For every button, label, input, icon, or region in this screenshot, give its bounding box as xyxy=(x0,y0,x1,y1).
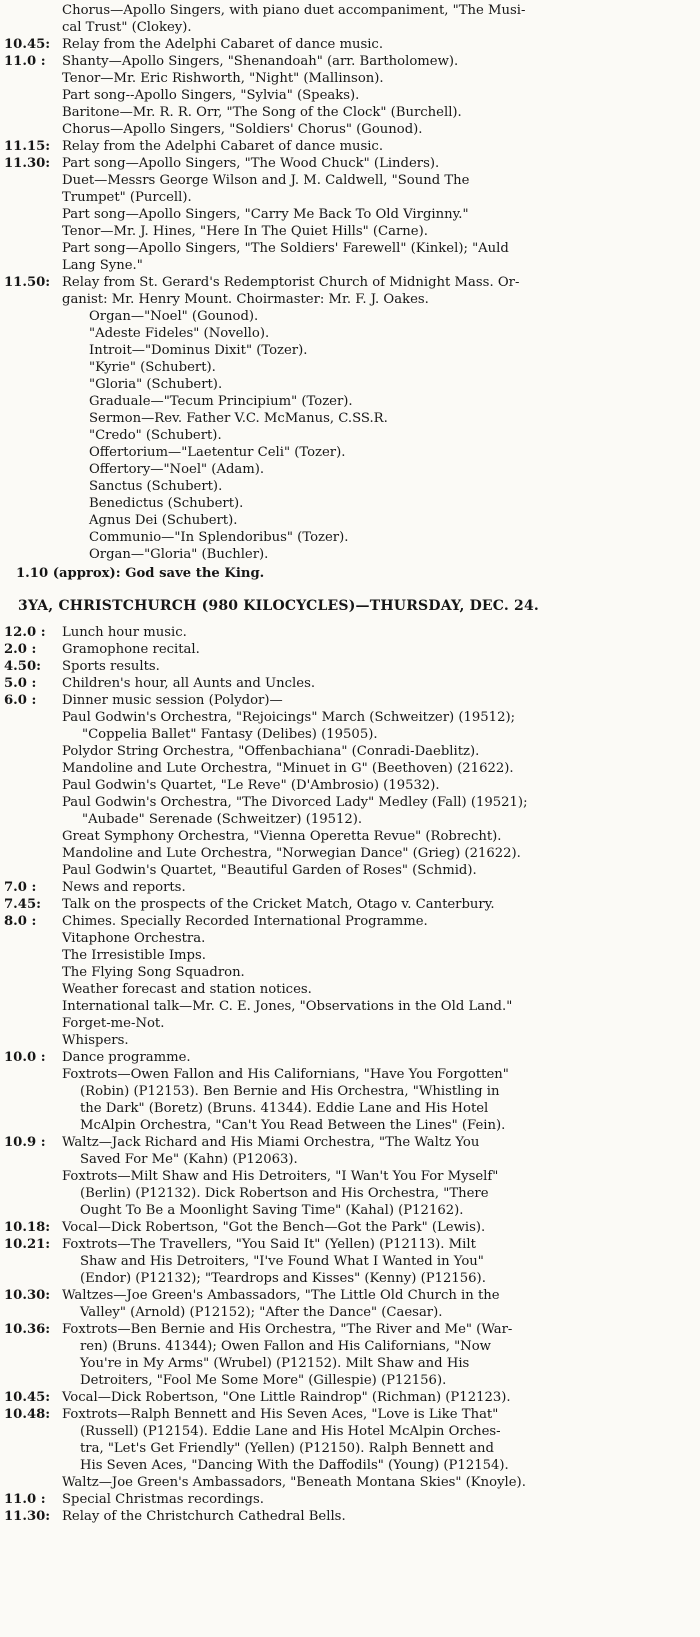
programme-item xyxy=(4,53,694,138)
time-label: 10.0 : xyxy=(4,1050,46,1065)
text-line: Part song—Apollo Singers, "The Soldiers' Farewell" (Kinkel); "Auld xyxy=(62,241,509,256)
mass-item xyxy=(4,478,694,495)
programme-item xyxy=(4,1236,694,1287)
programme-text xyxy=(62,641,694,658)
mass-item xyxy=(4,495,694,512)
dinner-item xyxy=(4,845,694,862)
mass-text: Organ—"Gloria" (Buchler). xyxy=(89,547,269,562)
text-line: Part song—Apollo Singers, "The Wood Chuck" (Linders). xyxy=(62,156,440,171)
time-label: 11.30: xyxy=(4,156,51,171)
text-line: Baritone—Mr. R. R. Orr, "The Song of the Clock" (Burchell). xyxy=(62,105,462,120)
text-line: Dance programme. xyxy=(62,1050,191,1065)
time-label: 10.9 : xyxy=(4,1135,46,1150)
closing-line xyxy=(4,565,694,582)
mass-text: "Kyrie" (Schubert). xyxy=(89,360,216,375)
time-label: 11.0 : xyxy=(4,54,46,69)
text-line: Detroiters, "Fool Me Some More" (Gillespie) (P12156). xyxy=(80,1373,447,1388)
time-label: 6.0 : xyxy=(4,693,37,708)
programme-text xyxy=(62,692,694,709)
text-line: Relay of the Christchurch Cathedral Bells. xyxy=(62,1509,346,1524)
text-line: the Dark" (Boretz) (Bruns. 41344). Eddie Lane and His Hotel xyxy=(80,1101,489,1116)
text-line: Tenor—Mr. Eric Rishworth, "Night" (Mallinson). xyxy=(62,71,384,86)
programme-text xyxy=(62,1389,694,1406)
text-line: Tenor—Mr. J. Hines, "Here In The Quiet Hills" (Carne). xyxy=(62,224,428,239)
dinner-text: Paul Godwin's Quartet, "Beautiful Garden of Roses" (Schmid). xyxy=(62,863,477,878)
text-line: McAlpin Orchestra, "Can't You Read Between the Lines" (Fein). xyxy=(80,1118,506,1133)
dinner-text: Paul Godwin's Quartet, "Le Reve" (D'Ambrosio) (19532). xyxy=(62,778,440,793)
dinner-text: Polydor String Orchestra, "Offenbachiana" (Conradi-Daeblitz). xyxy=(62,744,480,759)
programme-text xyxy=(62,624,694,641)
text-line: Chorus—Apollo Singers, "Soldiers' Chorus" (Gounod). xyxy=(62,122,423,137)
dinner-text: Paul Godwin's Orchestra, "Rejoicings" March (Schweitzer) (19512); xyxy=(62,710,516,725)
time-label xyxy=(4,1066,62,1134)
text-line: Foxtrots—Ralph Bennett and His Seven Aces, "Love is Like That" xyxy=(62,1407,499,1422)
time-label: 11.15: xyxy=(4,139,51,154)
mass-item xyxy=(4,376,694,393)
dinner-item xyxy=(4,743,694,760)
mass-item xyxy=(4,512,694,529)
dinner-item xyxy=(4,862,694,879)
text-line: Dinner music session (Polydor)— xyxy=(62,693,283,708)
mass-item xyxy=(4,461,694,478)
text-line: Weather forecast and station notices. xyxy=(62,982,312,997)
text-line: Foxtrots—Milt Shaw and His Detroiters, "I Wan't You For Myself" xyxy=(62,1169,499,1184)
programme-text xyxy=(62,274,694,308)
text-line: Saved For Me" (Kahn) (P12063). xyxy=(80,1152,298,1167)
programme-item xyxy=(4,624,694,641)
dinner-text: Paul Godwin's Orchestra, "The Divorced Lady" Medley (Fall) (19521); xyxy=(62,795,528,810)
programme-text xyxy=(62,1049,694,1066)
programme-item xyxy=(4,1066,694,1134)
text-line: Trumpet" (Purcell). xyxy=(62,190,192,205)
programme-text xyxy=(62,1134,694,1219)
text-line: Shanty—Apollo Singers, "Shenandoah" (arr. Bartholomew). xyxy=(62,54,459,69)
text-line: (Berlin) (P12132). Dick Robertson and His Orchestra, "There xyxy=(80,1186,489,1201)
mass-text: Sermon—Rev. Father V.C. McManus, C.SS.R. xyxy=(89,411,388,426)
time-label: 10.21: xyxy=(4,1237,51,1252)
text-line: Special Christmas recordings. xyxy=(62,1492,264,1507)
programme-item xyxy=(4,1321,694,1389)
text-line: Part song--Apollo Singers, "Sylvia" (Speaks). xyxy=(62,88,360,103)
text-line: News and reports. xyxy=(62,880,186,895)
programme-item xyxy=(4,641,694,658)
closing-text: 1.10 (approx): God save the King. xyxy=(16,566,265,581)
time-label: 10.45: xyxy=(4,37,51,52)
dinner-item xyxy=(4,811,694,828)
programme-item xyxy=(4,896,694,913)
programme-item xyxy=(4,274,694,308)
programme-item xyxy=(4,138,694,155)
dinner-text: "Aubade" Serenade (Schweitzer) (19512). xyxy=(82,812,363,827)
dinner-item xyxy=(4,760,694,777)
mass-text: "Adeste Fideles" (Novello). xyxy=(89,326,270,341)
time-label: 5.0 : xyxy=(4,676,37,691)
text-line: Relay from the Adelphi Cabaret of dance music. xyxy=(62,37,384,52)
text-line: Ought To Be a Moonlight Saving Time" (Kahal) (P12162). xyxy=(80,1203,464,1218)
text-line: Forget-me-Not. xyxy=(62,1016,165,1031)
text-line: Duet—Messrs George Wilson and J. M. Caldwell, "Sound The xyxy=(62,173,470,188)
time-label: 10.48: xyxy=(4,1407,51,1422)
text-line: Waltz—Joe Green's Ambassadors, "Beneath Montana Skies" (Knoyle). xyxy=(62,1475,526,1490)
text-line: International talk—Mr. C. E. Jones, "Observations in the Old Land." xyxy=(62,999,513,1014)
time-label: 11.30: xyxy=(4,1509,51,1524)
mass-text: Benedictus (Schubert). xyxy=(89,496,244,511)
programme-text xyxy=(62,1508,694,1525)
time-label: 4.50: xyxy=(4,659,41,674)
programme-item xyxy=(4,913,694,1049)
time-label: 7.0 : xyxy=(4,880,37,895)
mass-text: Communio—"In Splendoribus" (Tozer). xyxy=(89,530,349,545)
mass-item xyxy=(4,359,694,376)
text-line: Relay from the Adelphi Cabaret of dance music. xyxy=(62,139,384,154)
time-label: 10.45: xyxy=(4,1390,51,1405)
programme-item xyxy=(4,1219,694,1236)
programme-text xyxy=(62,1066,694,1134)
time-label: 10.18: xyxy=(4,1220,51,1235)
programme-text xyxy=(62,53,694,138)
programme-item xyxy=(4,1508,694,1525)
dinner-text: Mandoline and Lute Orchestra, "Minuet in G" (Beethoven) (21622). xyxy=(62,761,514,776)
text-line: You're in My Arms" (Wrubel) (P12152). Milt Shaw and His xyxy=(80,1356,470,1371)
mass-item xyxy=(4,427,694,444)
mass-text: "Credo" (Schubert). xyxy=(89,428,222,443)
mass-text: Agnus Dei (Schubert). xyxy=(89,513,238,528)
mass-item xyxy=(4,529,694,546)
text-line: Children's hour, all Aunts and Uncles. xyxy=(62,676,316,691)
time-label: 10.36: xyxy=(4,1322,51,1337)
mass-text: "Gloria" (Schubert). xyxy=(89,377,223,392)
text-line: Waltz—Jack Richard and His Miami Orchestra, "The Waltz You xyxy=(62,1135,480,1150)
programme-text xyxy=(62,675,694,692)
programme-item xyxy=(4,879,694,896)
dance-programme xyxy=(4,1066,694,1525)
mass-item xyxy=(4,546,694,563)
time-label: 2.0 : xyxy=(4,642,37,657)
programme-text xyxy=(62,1287,694,1321)
text-line: Chorus—Apollo Singers, with piano duet accompaniment, "The Musi- xyxy=(62,3,526,18)
text-line: cal Trust" (Clokey). xyxy=(62,20,192,35)
time-label: 10.30: xyxy=(4,1288,51,1303)
programme-item xyxy=(4,155,694,274)
programme-text xyxy=(62,1491,694,1508)
mass-text: Offertorium—"Laetentur Celi" (Tozer). xyxy=(89,445,346,460)
programme-item xyxy=(4,692,694,709)
text-line: The Irresistible Imps. xyxy=(62,948,206,963)
programme-text xyxy=(62,913,694,1049)
text-line: tra, "Let's Get Friendly" (Yellen) (P12150). Ralph Bennett and xyxy=(80,1441,494,1456)
midnight-mass-list xyxy=(4,308,694,563)
time-label: 11.50: xyxy=(4,275,51,290)
text-line: Gramophone recital. xyxy=(62,642,200,657)
text-line: Part song—Apollo Singers, "Carry Me Back To Old Virginny." xyxy=(62,207,469,222)
text-line: Vitaphone Orchestra. xyxy=(62,931,206,946)
programme-text xyxy=(62,879,694,896)
mass-text: Sanctus (Schubert). xyxy=(89,479,223,494)
text-line: The Flying Song Squadron. xyxy=(62,965,245,980)
programme-section-1 xyxy=(4,2,694,308)
evening-programme xyxy=(4,879,694,1066)
text-line: (Russell) (P12154). Eddie Lane and His Hotel McAlpin Orches- xyxy=(80,1424,501,1439)
text-line: Talk on the prospects of the Cricket Match, Otago v. Canterbury. xyxy=(62,897,495,912)
programme-item xyxy=(4,2,694,36)
time-label xyxy=(4,2,62,36)
time-label: 11.0 : xyxy=(4,1492,46,1507)
text-line: Valley" (Arnold) (P12152); "After the Dance" (Caesar). xyxy=(80,1305,443,1320)
dinner-music-list xyxy=(4,709,694,879)
text-line: Whispers. xyxy=(62,1033,129,1048)
programme-item xyxy=(4,1049,694,1066)
mass-text: Introit—"Dominus Dixit" (Tozer). xyxy=(89,343,308,358)
mass-item xyxy=(4,444,694,461)
time-label: 7.45: xyxy=(4,897,41,912)
dinner-item xyxy=(4,794,694,811)
programme-text xyxy=(62,155,694,274)
programme-text xyxy=(62,896,694,913)
mass-item xyxy=(4,325,694,342)
text-line: Vocal—Dick Robertson, "One Little Raindrop" (Richman) (P12123). xyxy=(62,1390,511,1405)
mass-item xyxy=(4,393,694,410)
mass-text: Graduale—"Tecum Principium" (Tozer). xyxy=(89,394,353,409)
text-line: Lang Syne." xyxy=(62,258,143,273)
dinner-item xyxy=(4,709,694,726)
mass-text: Offertory—"Noel" (Adam). xyxy=(89,462,265,477)
programme-item xyxy=(4,1389,694,1406)
time-label: 8.0 : xyxy=(4,914,37,929)
dinner-item xyxy=(4,777,694,794)
programme-text xyxy=(62,1321,694,1389)
mass-item xyxy=(4,410,694,427)
programme-item xyxy=(4,675,694,692)
programme-item xyxy=(4,1406,694,1491)
programme-item xyxy=(4,36,694,53)
programme-item xyxy=(4,1287,694,1321)
text-line: His Seven Aces, "Dancing With the Daffodils" (Young) (P12154). xyxy=(80,1458,509,1473)
text-line: Chimes. Specially Recorded International Programme. xyxy=(62,914,428,929)
text-line: Foxtrots—Ben Bernie and His Orchestra, "The River and Me" (War- xyxy=(62,1322,513,1337)
text-line: Foxtrots—The Travellers, "You Said It" (Yellen) (P12113). Milt xyxy=(62,1237,476,1252)
text-line: ganist: Mr. Henry Mount. Choirmaster: Mr. F. J. Oakes. xyxy=(62,292,429,307)
programme-item xyxy=(4,1491,694,1508)
text-line: (Robin) (P12153). Ben Bernie and His Orchestra, "Whistling in xyxy=(80,1084,500,1099)
programme-text xyxy=(62,1219,694,1236)
text-line: Lunch hour music. xyxy=(62,625,187,640)
programme-text xyxy=(62,658,694,675)
dinner-item xyxy=(4,726,694,743)
programme-item xyxy=(4,1134,694,1219)
dinner-item xyxy=(4,828,694,845)
programme-text xyxy=(62,2,694,36)
mass-item xyxy=(4,308,694,325)
text-line: Relay from St. Gerard's Redemptorist Church of Midnight Mass. Or- xyxy=(62,275,520,290)
dinner-text: Great Symphony Orchestra, "Vienna Operetta Revue" (Robrecht). xyxy=(62,829,502,844)
dinner-text: "Coppelia Ballet" Fantasy (Delibes) (19505). xyxy=(82,727,378,742)
programme-text xyxy=(62,1236,694,1287)
mass-item xyxy=(4,342,694,359)
programme-section-2 xyxy=(4,624,694,709)
text-line: Vocal—Dick Robertson, "Got the Bench—Got the Park" (Lewis). xyxy=(62,1220,486,1235)
mass-text: Organ—"Noel" (Gounod). xyxy=(89,309,259,324)
text-line: Foxtrots—Owen Fallon and His Californians, "Have You Forgotten" xyxy=(62,1067,509,1082)
text-line: Sports results. xyxy=(62,659,160,674)
time-label: 12.0 : xyxy=(4,625,46,640)
text-line: Waltzes—Joe Green's Ambassadors, "The Little Old Church in the xyxy=(62,1288,500,1303)
programme-text xyxy=(62,138,694,155)
text-line: ren) (Bruns. 41344); Owen Fallon and His Californians, "Now xyxy=(80,1339,491,1354)
text-line: Shaw and His Detroiters, "I've Found What I Wanted in You" xyxy=(80,1254,484,1269)
text-line: (Endor) (P12132); "Teardrops and Kisses" (Kenny) (P12156). xyxy=(80,1271,486,1286)
programme-item xyxy=(4,658,694,675)
programme-text xyxy=(62,1406,694,1491)
dinner-text: Mandoline and Lute Orchestra, "Norwegian Dance" (Grieg) (21622). xyxy=(62,846,521,861)
programme-text xyxy=(62,36,694,53)
station-heading: 3YA, CHRISTCHURCH (980 KILOCYCLES)—THURSDAY, DEC. 24. xyxy=(18,598,540,614)
